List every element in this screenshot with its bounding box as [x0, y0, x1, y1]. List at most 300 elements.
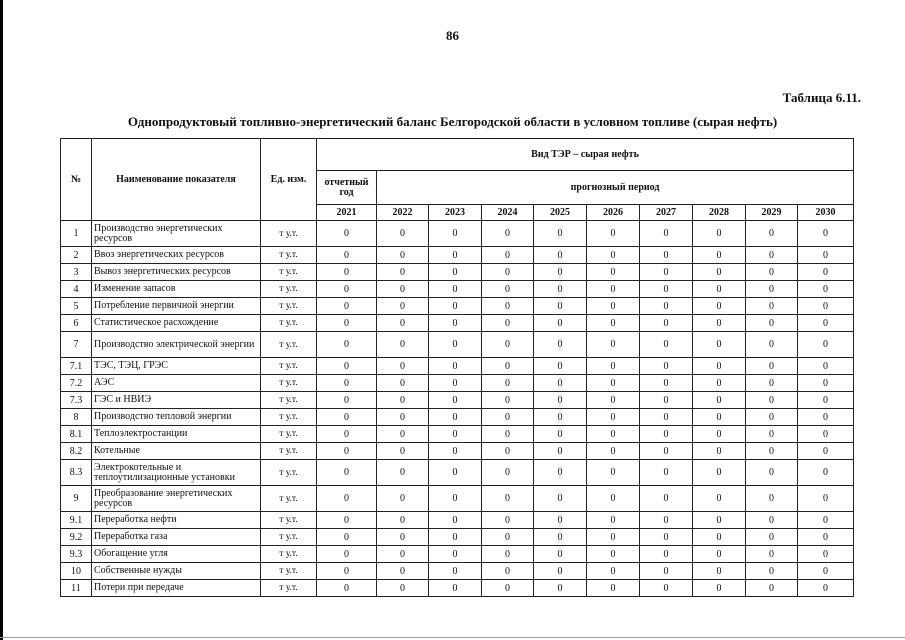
row-unit: т у.т. [261, 512, 317, 529]
row-value: 0 [317, 580, 377, 597]
row-value: 0 [587, 315, 640, 332]
row-value: 0 [693, 512, 746, 529]
row-value: 0 [482, 486, 534, 512]
header-ter-type: Вид ТЭР – сырая нефть [317, 139, 854, 171]
row-value: 0 [377, 580, 429, 597]
energy-balance-table [60, 138, 854, 597]
row-value: 0 [746, 426, 798, 443]
row-number: 10 [61, 563, 92, 580]
row-value: 0 [693, 392, 746, 409]
row-unit: т у.т. [261, 221, 317, 247]
row-value: 0 [429, 281, 482, 298]
row-value: 0 [798, 580, 854, 597]
row-indicator-name: Изменение запасов [92, 281, 261, 298]
row-value: 0 [587, 264, 640, 281]
row-value: 0 [746, 358, 798, 375]
row-value: 0 [693, 358, 746, 375]
row-value: 0 [429, 409, 482, 426]
row-value: 0 [640, 529, 693, 546]
row-value: 0 [317, 358, 377, 375]
row-value: 0 [640, 247, 693, 264]
year-header: 2030 [798, 205, 854, 221]
row-number: 5 [61, 298, 92, 315]
row-value: 0 [534, 563, 587, 580]
row-value: 0 [482, 264, 534, 281]
row-value: 0 [534, 426, 587, 443]
row-value: 0 [746, 298, 798, 315]
row-value: 0 [377, 375, 429, 392]
row-value: 0 [482, 358, 534, 375]
row-value: 0 [587, 529, 640, 546]
row-unit: т у.т. [261, 332, 317, 358]
table-row [61, 443, 854, 460]
row-value: 0 [317, 298, 377, 315]
row-value: 0 [317, 264, 377, 281]
row-unit: т у.т. [261, 426, 317, 443]
row-value: 0 [534, 315, 587, 332]
row-value: 0 [534, 392, 587, 409]
row-value: 0 [377, 332, 429, 358]
row-value: 0 [746, 221, 798, 247]
row-value: 0 [377, 315, 429, 332]
row-value: 0 [798, 358, 854, 375]
row-value: 0 [482, 221, 534, 247]
row-value: 0 [693, 460, 746, 486]
row-value: 0 [746, 546, 798, 563]
row-value: 0 [798, 443, 854, 460]
row-value: 0 [693, 375, 746, 392]
row-number: 8.1 [61, 426, 92, 443]
row-number: 3 [61, 264, 92, 281]
row-value: 0 [587, 486, 640, 512]
row-value: 0 [746, 392, 798, 409]
row-value: 0 [429, 512, 482, 529]
year-header: 2026 [587, 205, 640, 221]
row-value: 0 [587, 563, 640, 580]
row-value: 0 [429, 486, 482, 512]
row-value: 0 [317, 392, 377, 409]
row-value: 0 [693, 443, 746, 460]
row-value: 0 [317, 221, 377, 247]
row-value: 0 [482, 460, 534, 486]
table-row [61, 375, 854, 392]
row-number: 11 [61, 580, 92, 597]
row-number: 9.3 [61, 546, 92, 563]
row-indicator-name: Вывоз энергетических ресурсов [92, 264, 261, 281]
row-value: 0 [587, 546, 640, 563]
row-value: 0 [640, 580, 693, 597]
row-value: 0 [534, 512, 587, 529]
year-header: 2024 [482, 205, 534, 221]
row-number: 7.2 [61, 375, 92, 392]
row-value: 0 [693, 298, 746, 315]
header-report-year: отчетный год [317, 171, 377, 205]
row-value: 0 [587, 443, 640, 460]
table-row [61, 332, 854, 358]
table-row [61, 315, 854, 332]
row-value: 0 [587, 247, 640, 264]
row-value: 0 [429, 298, 482, 315]
row-value: 0 [377, 264, 429, 281]
row-value: 0 [317, 486, 377, 512]
row-unit: т у.т. [261, 264, 317, 281]
row-value: 0 [377, 247, 429, 264]
row-value: 0 [482, 409, 534, 426]
row-value: 0 [587, 221, 640, 247]
row-value: 0 [482, 580, 534, 597]
year-header: 2027 [640, 205, 693, 221]
row-value: 0 [317, 546, 377, 563]
row-value: 0 [482, 529, 534, 546]
row-value: 0 [317, 315, 377, 332]
row-value: 0 [746, 443, 798, 460]
row-value: 0 [746, 460, 798, 486]
row-value: 0 [482, 247, 534, 264]
row-value: 0 [534, 221, 587, 247]
row-value: 0 [429, 315, 482, 332]
row-value: 0 [640, 221, 693, 247]
row-value: 0 [798, 426, 854, 443]
row-value: 0 [693, 247, 746, 264]
row-value: 0 [429, 580, 482, 597]
row-value: 0 [429, 529, 482, 546]
row-value: 0 [587, 298, 640, 315]
row-indicator-name: Преобразование энергетических ресурсов [92, 486, 261, 512]
row-value: 0 [746, 529, 798, 546]
table-caption: Однопродуктовый топливно-энергетический баланс Белгородской области в условном топливе (сырая нефть) [127, 114, 778, 129]
table-row [61, 221, 854, 247]
row-value: 0 [746, 512, 798, 529]
bottom-edge-line [0, 637, 905, 638]
table-row [61, 409, 854, 426]
row-unit: т у.т. [261, 529, 317, 546]
row-value: 0 [482, 315, 534, 332]
row-indicator-name: ГЭС и НВИЭ [92, 392, 261, 409]
row-value: 0 [693, 486, 746, 512]
row-value: 0 [587, 409, 640, 426]
row-value: 0 [377, 529, 429, 546]
row-value: 0 [640, 409, 693, 426]
row-unit: т у.т. [261, 375, 317, 392]
table-row [61, 546, 854, 563]
row-unit: т у.т. [261, 392, 317, 409]
row-value: 0 [534, 332, 587, 358]
header-forecast: прогнозный период [377, 171, 854, 205]
row-value: 0 [640, 358, 693, 375]
row-value: 0 [640, 392, 693, 409]
table-row [61, 298, 854, 315]
row-value: 0 [640, 298, 693, 315]
row-value: 0 [317, 529, 377, 546]
row-value: 0 [693, 281, 746, 298]
row-value: 0 [746, 247, 798, 264]
row-indicator-name: АЭС [92, 375, 261, 392]
row-value: 0 [587, 426, 640, 443]
row-indicator-name: Потребление первичной энергии [92, 298, 261, 315]
row-value: 0 [377, 512, 429, 529]
row-value: 0 [429, 563, 482, 580]
year-header: 2023 [429, 205, 482, 221]
row-value: 0 [534, 247, 587, 264]
row-value: 0 [798, 315, 854, 332]
row-value: 0 [482, 392, 534, 409]
row-value: 0 [640, 375, 693, 392]
row-indicator-name: Статистическое расхождение [92, 315, 261, 332]
row-indicator-name: Производство электрической энергии [92, 332, 261, 358]
table-row [61, 580, 854, 597]
row-unit: т у.т. [261, 546, 317, 563]
row-value: 0 [587, 375, 640, 392]
row-value: 0 [746, 563, 798, 580]
table-row [61, 358, 854, 375]
row-value: 0 [534, 298, 587, 315]
header-no: № [61, 139, 92, 221]
row-value: 0 [317, 375, 377, 392]
row-indicator-name: Производство энергетических ресурсов [92, 221, 261, 247]
row-value: 0 [798, 264, 854, 281]
row-value: 0 [587, 392, 640, 409]
year-header: 2028 [693, 205, 746, 221]
row-value: 0 [798, 563, 854, 580]
row-value: 0 [317, 443, 377, 460]
row-unit: т у.т. [261, 563, 317, 580]
row-value: 0 [693, 580, 746, 597]
row-value: 0 [693, 221, 746, 247]
header-unit: Ед. изм. [261, 139, 317, 221]
row-indicator-name: Собственные нужды [92, 563, 261, 580]
table-row [61, 392, 854, 409]
year-header: 2025 [534, 205, 587, 221]
year-header: 2022 [377, 205, 429, 221]
row-value: 0 [534, 546, 587, 563]
table-row [61, 460, 854, 486]
row-value: 0 [587, 512, 640, 529]
table-row [61, 512, 854, 529]
row-value: 0 [317, 409, 377, 426]
row-value: 0 [482, 332, 534, 358]
row-value: 0 [377, 546, 429, 563]
row-value: 0 [377, 460, 429, 486]
row-value: 0 [534, 281, 587, 298]
row-unit: т у.т. [261, 281, 317, 298]
row-value: 0 [587, 281, 640, 298]
table-row [61, 563, 854, 580]
row-indicator-name: Котельные [92, 443, 261, 460]
row-value: 0 [317, 512, 377, 529]
year-header: 2029 [746, 205, 798, 221]
table-label: Таблица 6.11. [782, 90, 861, 105]
row-value: 0 [798, 247, 854, 264]
row-number: 9 [61, 486, 92, 512]
row-value: 0 [587, 580, 640, 597]
row-indicator-name: Теплоэлектростанции [92, 426, 261, 443]
row-value: 0 [693, 426, 746, 443]
row-unit: т у.т. [261, 580, 317, 597]
row-value: 0 [377, 443, 429, 460]
row-number: 9.2 [61, 529, 92, 546]
row-value: 0 [429, 247, 482, 264]
row-value: 0 [377, 392, 429, 409]
row-value: 0 [798, 375, 854, 392]
row-value: 0 [482, 281, 534, 298]
row-value: 0 [317, 460, 377, 486]
row-value: 0 [693, 409, 746, 426]
row-value: 0 [534, 460, 587, 486]
row-number: 2 [61, 247, 92, 264]
row-number: 1 [61, 221, 92, 247]
row-value: 0 [534, 264, 587, 281]
row-value: 0 [746, 375, 798, 392]
row-value: 0 [534, 580, 587, 597]
row-value: 0 [482, 375, 534, 392]
row-value: 0 [798, 392, 854, 409]
table-row [61, 247, 854, 264]
row-value: 0 [746, 315, 798, 332]
row-unit: т у.т. [261, 443, 317, 460]
row-value: 0 [798, 460, 854, 486]
row-value: 0 [317, 281, 377, 298]
row-value: 0 [798, 529, 854, 546]
table-header [61, 139, 854, 221]
row-value: 0 [377, 298, 429, 315]
row-value: 0 [693, 264, 746, 281]
row-value: 0 [482, 298, 534, 315]
row-value: 0 [429, 358, 482, 375]
row-value: 0 [534, 486, 587, 512]
row-indicator-name: Переработка нефти [92, 512, 261, 529]
row-value: 0 [429, 392, 482, 409]
page-number: 86 [446, 28, 459, 43]
row-number: 9.1 [61, 512, 92, 529]
row-value: 0 [317, 332, 377, 358]
row-unit: т у.т. [261, 358, 317, 375]
row-number: 4 [61, 281, 92, 298]
row-value: 0 [746, 486, 798, 512]
row-value: 0 [377, 281, 429, 298]
row-value: 0 [534, 529, 587, 546]
row-value: 0 [534, 358, 587, 375]
row-value: 0 [640, 512, 693, 529]
row-value: 0 [429, 375, 482, 392]
row-unit: т у.т. [261, 315, 317, 332]
table-row [61, 281, 854, 298]
row-value: 0 [693, 332, 746, 358]
row-value: 0 [798, 486, 854, 512]
row-indicator-name: ТЭС, ТЭЦ, ГРЭС [92, 358, 261, 375]
row-number: 7.3 [61, 392, 92, 409]
row-value: 0 [746, 580, 798, 597]
row-value: 0 [429, 460, 482, 486]
row-value: 0 [587, 358, 640, 375]
row-value: 0 [693, 563, 746, 580]
row-value: 0 [798, 281, 854, 298]
row-value: 0 [587, 460, 640, 486]
row-value: 0 [429, 332, 482, 358]
row-value: 0 [429, 546, 482, 563]
row-value: 0 [377, 358, 429, 375]
row-value: 0 [640, 281, 693, 298]
row-value: 0 [640, 315, 693, 332]
row-value: 0 [798, 409, 854, 426]
row-number: 8.2 [61, 443, 92, 460]
row-value: 0 [534, 443, 587, 460]
table-body [61, 221, 854, 597]
row-value: 0 [693, 315, 746, 332]
row-value: 0 [482, 426, 534, 443]
row-value: 0 [746, 281, 798, 298]
row-unit: т у.т. [261, 409, 317, 426]
row-number: 6 [61, 315, 92, 332]
row-value: 0 [746, 332, 798, 358]
row-value: 0 [640, 426, 693, 443]
row-value: 0 [640, 264, 693, 281]
row-value: 0 [798, 546, 854, 563]
table-row [61, 426, 854, 443]
table-row [61, 529, 854, 546]
row-value: 0 [377, 409, 429, 426]
row-value: 0 [534, 409, 587, 426]
row-indicator-name: Ввоз энергетических ресурсов [92, 247, 261, 264]
row-indicator-name: Электрокотельные и теплоутилизационные установки [92, 460, 261, 486]
row-value: 0 [482, 563, 534, 580]
table-row [61, 264, 854, 281]
row-value: 0 [377, 426, 429, 443]
row-value: 0 [693, 546, 746, 563]
row-value: 0 [317, 426, 377, 443]
header-name: Наименование показателя [92, 139, 261, 221]
row-value: 0 [640, 332, 693, 358]
row-value: 0 [693, 529, 746, 546]
row-indicator-name: Переработка газа [92, 529, 261, 546]
row-value: 0 [317, 563, 377, 580]
row-unit: т у.т. [261, 460, 317, 486]
row-value: 0 [798, 512, 854, 529]
row-value: 0 [640, 460, 693, 486]
year-header: 2021 [317, 205, 377, 221]
row-value: 0 [640, 563, 693, 580]
row-value: 0 [534, 375, 587, 392]
row-value: 0 [377, 563, 429, 580]
row-value: 0 [429, 443, 482, 460]
row-value: 0 [482, 512, 534, 529]
row-value: 0 [640, 546, 693, 563]
row-value: 0 [482, 546, 534, 563]
row-number: 8.3 [61, 460, 92, 486]
row-number: 7.1 [61, 358, 92, 375]
row-value: 0 [640, 443, 693, 460]
row-value: 0 [640, 486, 693, 512]
row-value: 0 [746, 409, 798, 426]
row-indicator-name: Потери при передаче [92, 580, 261, 597]
row-value: 0 [798, 332, 854, 358]
row-value: 0 [798, 221, 854, 247]
table-row [61, 486, 854, 512]
row-value: 0 [377, 221, 429, 247]
row-value: 0 [746, 264, 798, 281]
row-unit: т у.т. [261, 247, 317, 264]
row-value: 0 [429, 221, 482, 247]
row-value: 0 [429, 426, 482, 443]
row-value: 0 [317, 247, 377, 264]
row-indicator-name: Производство тепловой энергии [92, 409, 261, 426]
row-value: 0 [377, 486, 429, 512]
row-unit: т у.т. [261, 298, 317, 315]
row-number: 8 [61, 409, 92, 426]
row-value: 0 [429, 264, 482, 281]
row-value: 0 [587, 332, 640, 358]
row-value: 0 [482, 443, 534, 460]
row-unit: т у.т. [261, 486, 317, 512]
